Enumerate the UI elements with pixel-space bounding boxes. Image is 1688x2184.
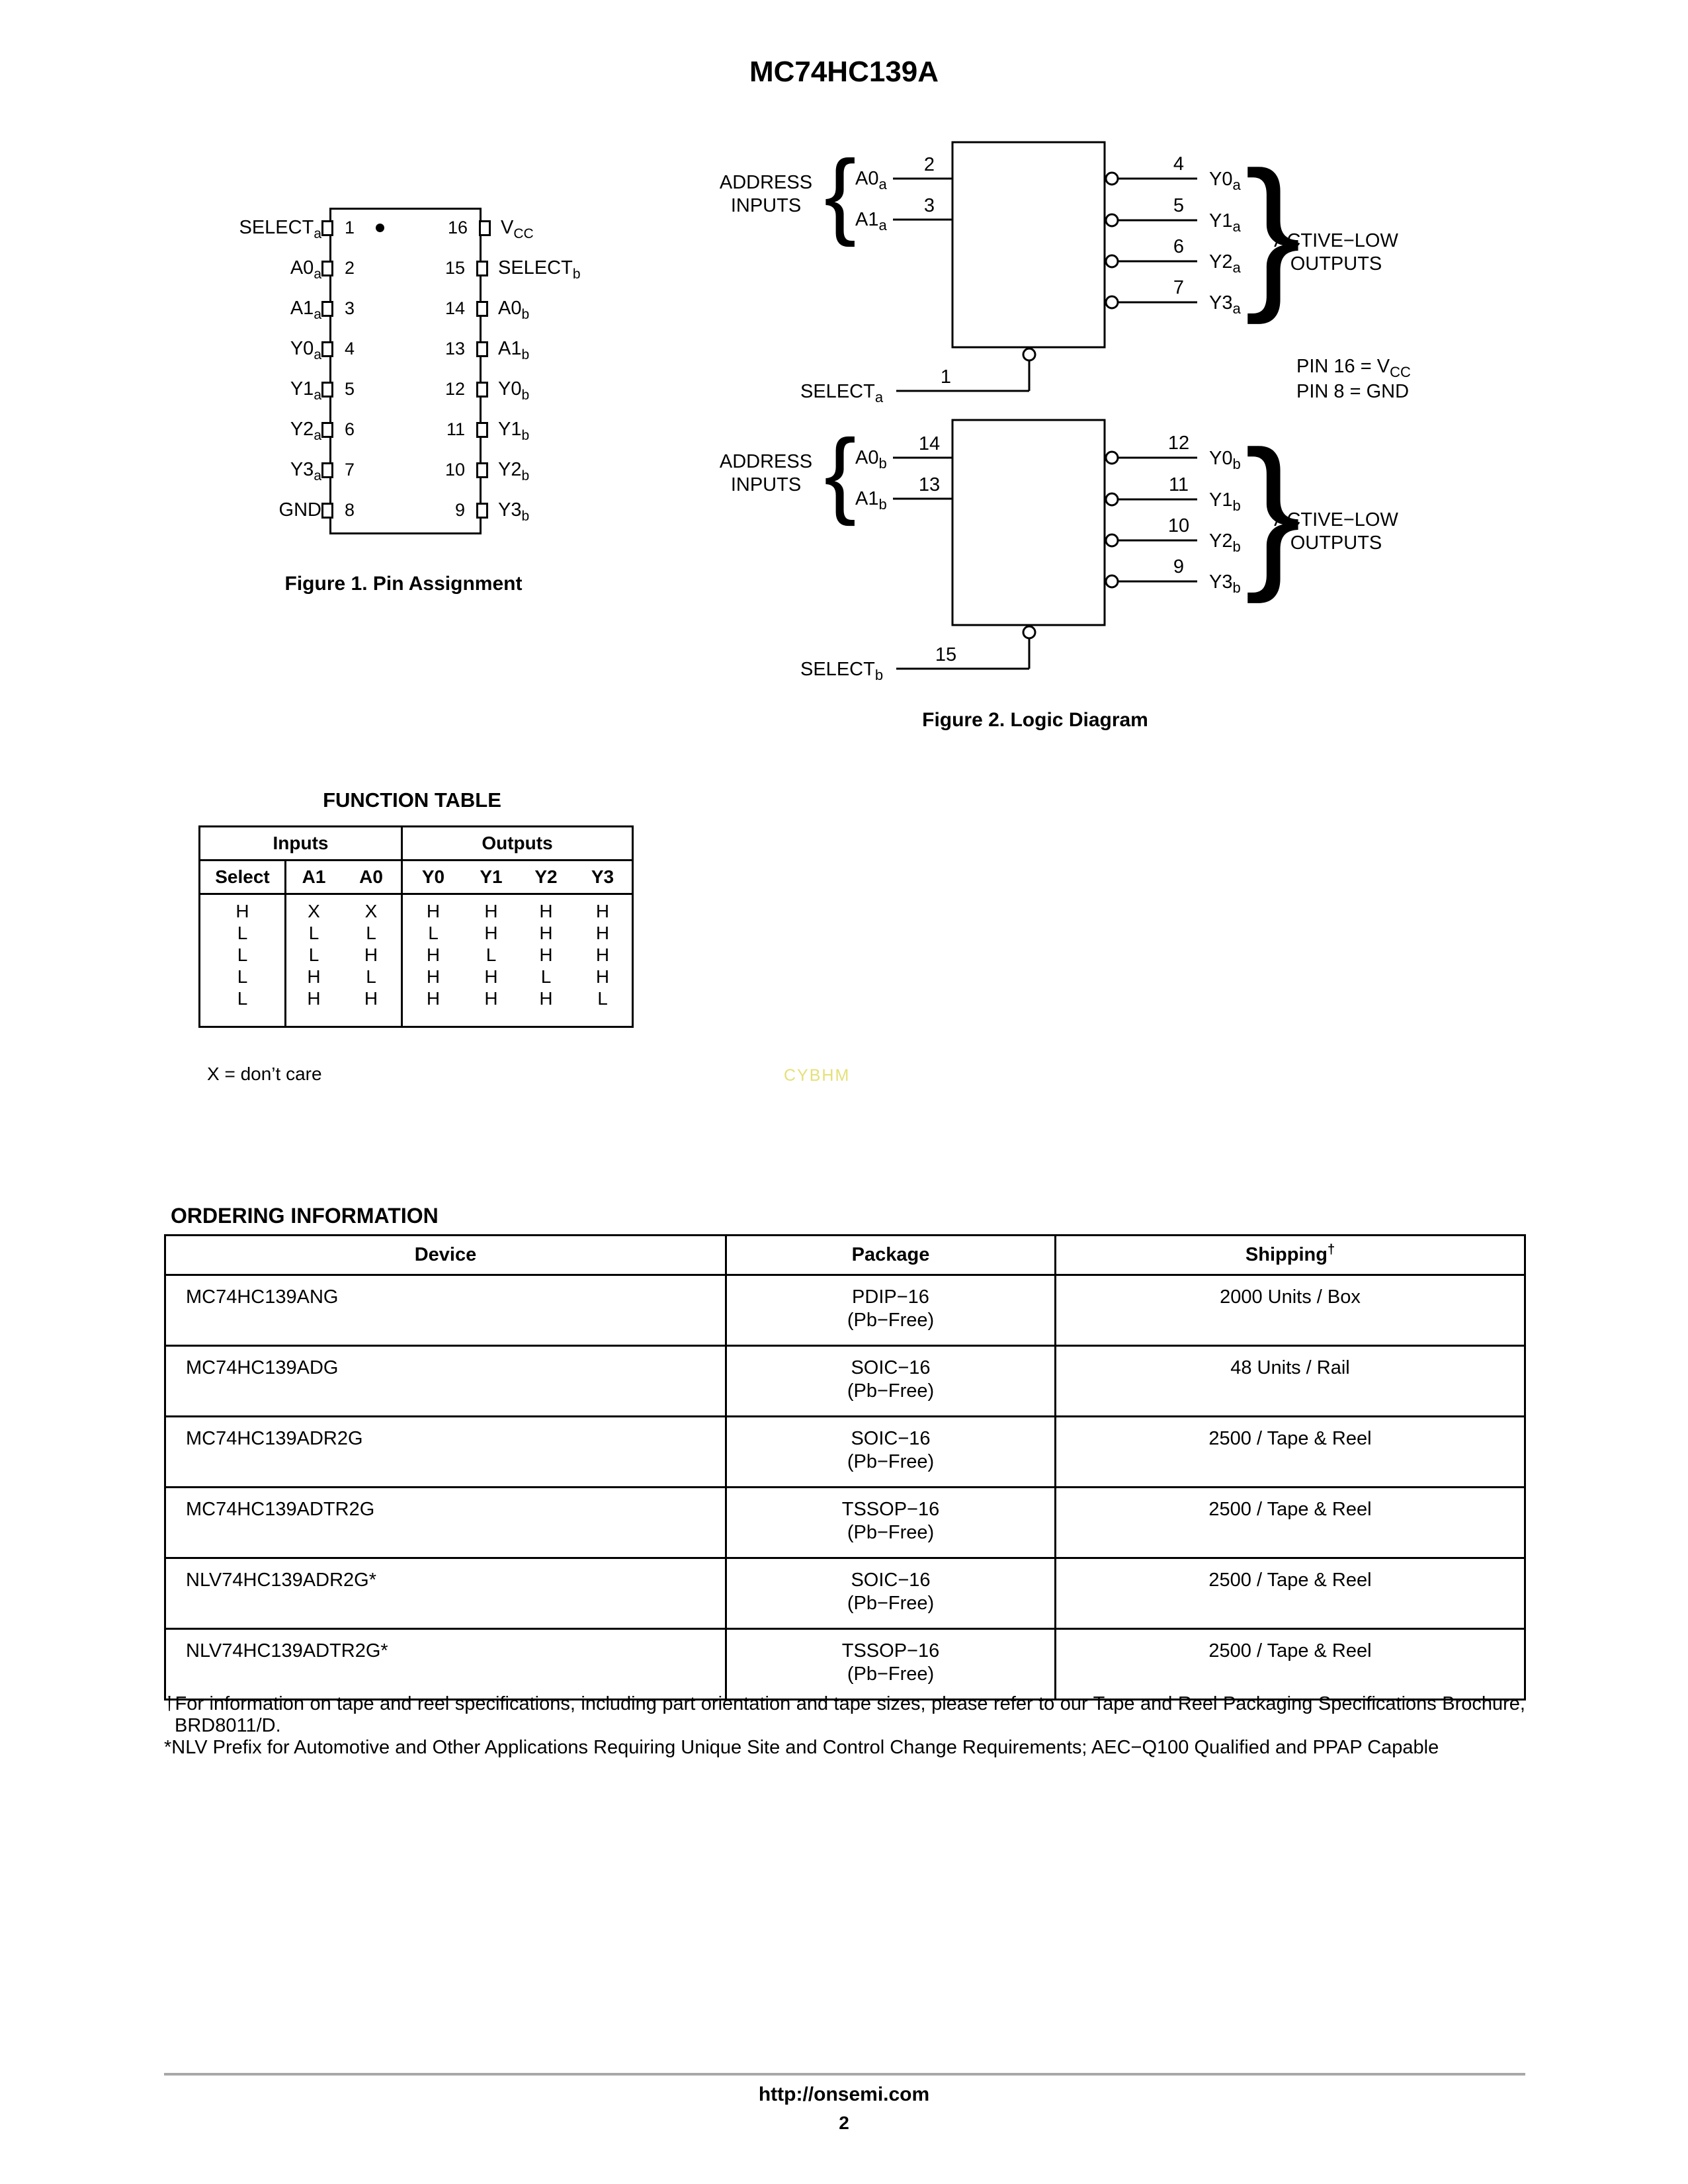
col-header-package: Package	[726, 1236, 1056, 1275]
logic-diagram-svg	[668, 136, 1594, 691]
pin-number: 10	[444, 460, 465, 480]
address-inputs-a	[720, 140, 952, 247]
pin-number: 2	[345, 258, 355, 278]
pin-label-right: $Y3_b$	[498, 499, 530, 524]
decoder-block-b	[952, 420, 1105, 625]
pin-stub	[321, 301, 333, 317]
ordering-footnotes	[164, 1693, 1525, 1759]
right-brace: }	[1245, 416, 1302, 605]
device-cell: MC74HC139ANG	[165, 1275, 726, 1346]
footer-divider	[164, 2073, 1525, 2076]
input-label: $A1_b$	[855, 488, 887, 513]
inverter-bubble	[1106, 452, 1118, 464]
inverter-bubble	[1106, 173, 1118, 185]
address-label-line2: INPUTS	[730, 474, 802, 495]
right-brace: }	[1245, 137, 1302, 325]
ordering-row	[165, 1629, 1525, 1700]
pin-number: 7	[345, 460, 355, 480]
footnote-nlv-prefix: *NLV Prefix for Automotive and Other Applications Requiring Unique Site and Control Change Requirements; AEC−Q100 Qualified and PPAP Capable	[164, 1737, 1439, 1758]
pin-label-left: $Y2_a$	[290, 419, 321, 443]
function-row: L H L H H L H	[200, 966, 633, 987]
logic-diagram-figure	[668, 136, 1594, 694]
ordering-information-title: ORDERING INFORMATION	[171, 1204, 439, 1228]
ordering-row	[165, 1275, 1525, 1346]
footer-website-link[interactable]: http://onsemi.com	[758, 2083, 930, 2105]
output-label: $Y0_b$	[1209, 448, 1241, 472]
inverter-bubble	[1106, 296, 1118, 308]
output-label: $Y2_b$	[1209, 530, 1241, 555]
active-low-label-line2: OUTPUTS	[1290, 253, 1382, 274]
pin-stub	[476, 261, 488, 276]
pin-label-left: $Y0_a$	[290, 338, 321, 362]
pin-label-right: $V_{CC}$	[501, 217, 534, 241]
footnote-tape-reel: †For information on tape and reel specifications, including part orientation and tape sizes, please refer to our Tape and Reel Packaging Specifications Brochure, BRD8011/D.	[164, 1693, 1525, 1736]
active-low-label-line1: ACTIVE−LOW	[1274, 230, 1398, 251]
ordering-row	[165, 1558, 1525, 1629]
inverter-bubble	[1106, 214, 1118, 226]
column-header-row	[200, 861, 633, 894]
function-row: L L L L H H H	[200, 922, 633, 944]
col-header-a0: A0	[341, 861, 402, 894]
address-label-line2: INPUTS	[730, 195, 802, 216]
pin-stub	[321, 220, 333, 236]
shipping-cell: 48 Units / Rail	[1056, 1346, 1525, 1417]
pin-number: 16	[447, 218, 468, 237]
pin-number: 9	[1173, 556, 1185, 577]
pin-label-right: $A0_b$	[498, 298, 530, 322]
package-cell: SOIC−16 (Pb−Free)	[726, 1346, 1056, 1417]
output-label: $Y1_b$	[1209, 489, 1241, 514]
pin-number: 3	[923, 195, 935, 216]
supply-notes	[1296, 356, 1411, 402]
pin-number: 5	[345, 379, 355, 399]
left-brace: {	[824, 419, 857, 526]
pin-stub	[476, 382, 488, 398]
shipping-cell: 2500 / Tape & Reel	[1056, 1417, 1525, 1488]
pin-number: 4	[345, 339, 355, 358]
pin-number: 14	[444, 298, 465, 318]
pin-number: 3	[345, 298, 355, 318]
inverter-bubble	[1023, 626, 1035, 638]
shipping-cell: 2500 / Tape & Reel	[1056, 1558, 1525, 1629]
pin-number: 5	[1173, 195, 1185, 216]
inverter-bubble	[1023, 349, 1035, 360]
col-header-y1: Y1	[464, 861, 519, 894]
pin-number: 8	[345, 500, 355, 520]
pin-stub	[476, 341, 488, 357]
ordering-table	[164, 1234, 1526, 1701]
function-row: L H H H H H L	[200, 987, 633, 1027]
device-cell: MC74HC139ADR2G	[165, 1417, 726, 1488]
pin-number: 11	[1168, 474, 1189, 495]
pin-stub	[321, 382, 333, 398]
package-cell: TSSOP−16 (Pb−Free)	[726, 1488, 1056, 1558]
shipping-cell: 2000 Units / Box	[1056, 1275, 1525, 1346]
pin-number: 11	[446, 419, 465, 439]
pin-number: 15	[444, 258, 465, 278]
col-header-a1: A1	[286, 861, 342, 894]
inverter-bubble	[1106, 575, 1118, 587]
select-a	[800, 349, 1035, 405]
function-table-title: FUNCTION TABLE	[323, 788, 501, 812]
device-cell: MC74HC139ADG	[165, 1346, 726, 1417]
ordering-header-row	[165, 1236, 1525, 1275]
decoder-block-outline	[952, 142, 1105, 347]
col-header-y2: Y2	[519, 861, 573, 894]
pin-stub	[476, 462, 488, 478]
pin-rows	[218, 208, 655, 530]
outputs-group-header: Outputs	[402, 827, 633, 861]
pin-number: 12	[1167, 433, 1190, 454]
device-cell: MC74HC139ADTR2G	[165, 1488, 726, 1558]
page-number: 2	[839, 2113, 849, 2133]
package-cell: SOIC−16 (Pb−Free)	[726, 1558, 1056, 1629]
inverter-bubble	[1106, 255, 1118, 267]
pin-stub	[476, 301, 488, 317]
pin-label-left: $SELECT_a$	[239, 217, 321, 241]
pin-stub	[321, 341, 333, 357]
output-label: $Y3_a$	[1209, 292, 1241, 317]
pin-stub	[321, 261, 333, 276]
pin-number: 9	[454, 500, 465, 520]
pin-number: 13	[444, 339, 465, 358]
pin-stub	[476, 422, 488, 438]
output-label: $Y3_b$	[1209, 571, 1241, 596]
input-label: $A1_a$	[855, 209, 887, 233]
function-row: L L H H L H H	[200, 944, 633, 966]
outputs-a	[1106, 137, 1398, 325]
function-row: H X X H H H H	[200, 894, 633, 923]
col-header-device: Device	[165, 1236, 726, 1275]
col-header-y3: Y3	[573, 861, 633, 894]
pin-number: 1	[345, 218, 355, 237]
ordering-row	[165, 1417, 1525, 1488]
watermark: CYBHM	[784, 1066, 851, 1085]
pin-stub	[321, 503, 333, 519]
pin-assignment-figure	[218, 208, 655, 631]
pin-label-left: GND	[278, 499, 321, 521]
pin-stub	[476, 503, 488, 519]
pin-number: 15	[935, 644, 957, 665]
output-label: $Y0_a$	[1209, 169, 1241, 193]
package-cell: SOIC−16 (Pb−Free)	[726, 1417, 1056, 1488]
pin16-note: PIN $16 = V_{CC}$	[1296, 356, 1411, 380]
shipping-cell: 2500 / Tape & Reel	[1056, 1488, 1525, 1558]
pin-number: 10	[1167, 515, 1190, 536]
inverter-bubble	[1106, 534, 1118, 546]
device-cell: NLV74HC139ADR2G*	[165, 1558, 726, 1629]
col-header-select: Select	[200, 861, 286, 894]
active-low-label-line2: OUTPUTS	[1290, 532, 1382, 554]
address-label-line1: ADDRESS	[719, 451, 813, 472]
pin-label-right: $A1_b$	[498, 338, 530, 362]
page-title: MC74HC139A	[749, 56, 939, 88]
device-cell: NLV74HC139ADTR2G*	[165, 1629, 726, 1700]
pin-number: 7	[1173, 277, 1185, 298]
pin-stub	[479, 220, 491, 236]
address-label-line1: ADDRESS	[719, 172, 813, 193]
outputs-b	[1106, 416, 1398, 605]
pin-row-6	[218, 409, 655, 450]
pin-number: 14	[918, 433, 941, 454]
col-header-shipping: Shipping†	[1056, 1236, 1525, 1275]
pin-label-left: $Y1_a$	[290, 378, 321, 403]
dont-care-note: X = don’t care	[207, 1064, 322, 1084]
pin-number: 4	[1173, 153, 1185, 175]
pin8-note: PIN 8 = GND	[1296, 381, 1410, 402]
ordering-row	[165, 1488, 1525, 1558]
ordering-row	[165, 1346, 1525, 1417]
package-cell: PDIP−16 (Pb−Free)	[726, 1275, 1056, 1346]
pin-number: 1	[940, 366, 952, 388]
pin-number: 2	[923, 154, 935, 175]
package-cell: TSSOP−16 (Pb−Free)	[726, 1629, 1056, 1700]
pin-label-left: $A0_a$	[290, 257, 321, 282]
decoder-block-outline	[952, 420, 1105, 625]
active-low-label-line1: ACTIVE−LOW	[1274, 509, 1398, 530]
inverter-bubble	[1106, 493, 1118, 505]
pin-row-5	[218, 369, 655, 409]
pin-row-2	[218, 248, 655, 288]
col-header-y0: Y0	[402, 861, 464, 894]
figure1-caption: Figure 1. Pin Assignment	[284, 573, 523, 595]
pin-row-7	[218, 450, 655, 490]
pin-label-left: $A1_a$	[290, 298, 321, 322]
select-label: $SELECT_a$	[800, 381, 884, 405]
pin-row-8	[218, 490, 655, 530]
select-label: $SELECT_b$	[800, 659, 884, 683]
left-brace: {	[824, 140, 857, 247]
figure2-caption: Figure 2. Logic Diagram	[922, 709, 1148, 731]
pin-label-right: $SELECT_b$	[498, 257, 581, 282]
inputs-group-header: Inputs	[200, 827, 402, 861]
decoder-block-a	[952, 142, 1105, 347]
function-table	[198, 825, 634, 1028]
pin-number: 13	[918, 474, 941, 495]
pin-label-left: $Y3_a$	[290, 459, 321, 483]
pin-number: 6	[345, 419, 355, 439]
pin-stub	[321, 422, 333, 438]
pin-number: 12	[444, 379, 465, 399]
output-label: $Y1_a$	[1209, 210, 1241, 235]
pin-number: 6	[1173, 236, 1185, 257]
group-header-row	[200, 827, 633, 861]
address-inputs-b	[720, 419, 952, 526]
pin-row-3	[218, 288, 655, 329]
select-b	[800, 626, 1035, 683]
pin-stub	[321, 462, 333, 478]
pin-label-right: $Y0_b$	[498, 378, 530, 403]
shipping-cell: 2500 / Tape & Reel	[1056, 1629, 1525, 1700]
input-label: $A0_b$	[855, 447, 887, 472]
pin-label-right: $Y2_b$	[498, 459, 530, 483]
pin-label-right: $Y1_b$	[498, 419, 530, 443]
pin-row-1	[218, 208, 655, 248]
pin1-indicator-dot	[376, 224, 384, 232]
pin-row-4	[218, 329, 655, 369]
output-label: $Y2_a$	[1209, 251, 1241, 276]
input-label: $A0_a$	[855, 168, 887, 192]
